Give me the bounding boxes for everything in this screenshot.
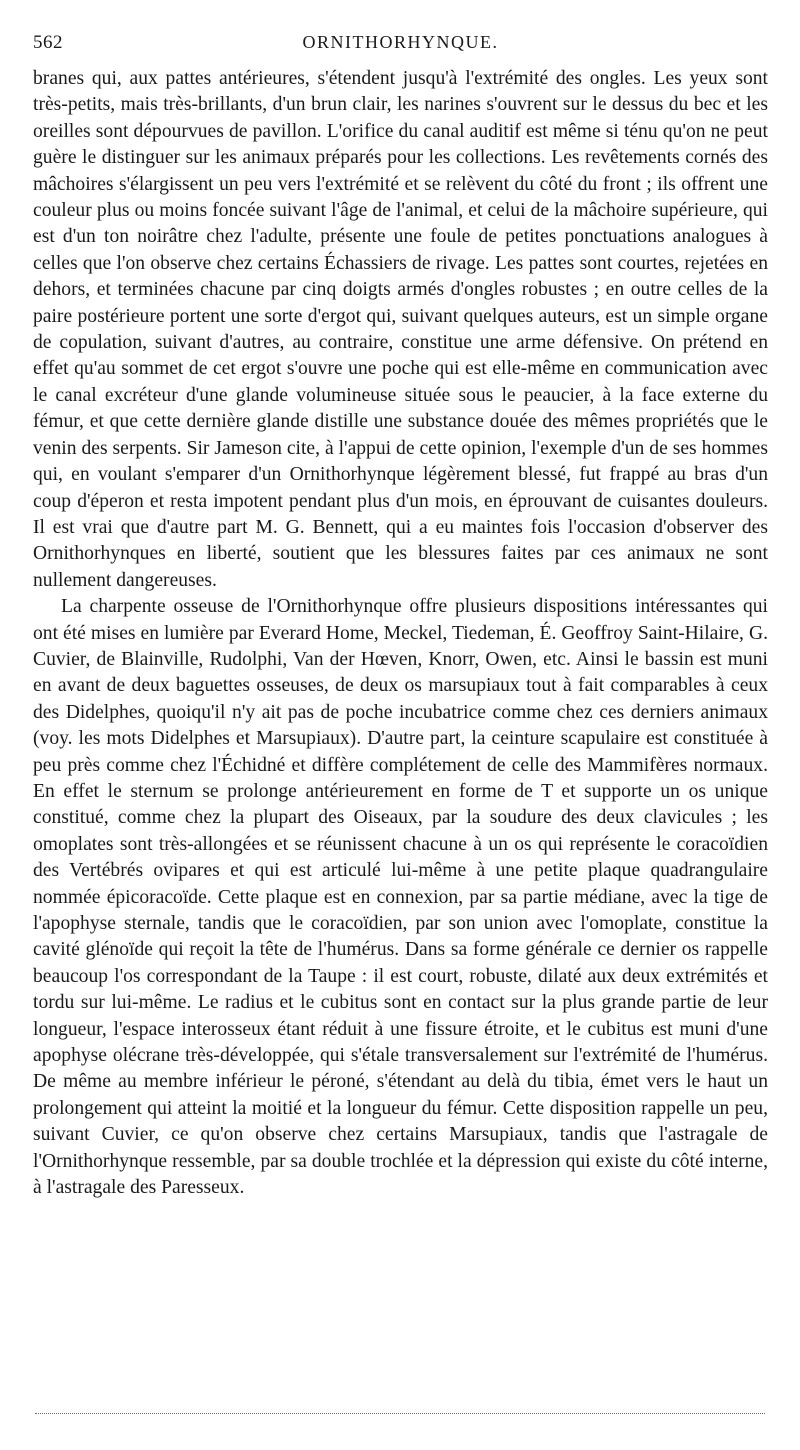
paragraph-continued: branes qui, aux pattes antérieures, s'étendent jusqu'à l'extrémité des ongles. Les yeux sont très-petits, mais très-brillants, d'un brun clair, les narines s'ouvrent sur le dessus du bec et les oreilles sont dépourvues de pavillon. L'orifice du canal auditif est même si ténu qu'on ne peut guère le distinguer sur les animaux préparés pour les collections. Les revêtements cornés des mâchoires s'élargissent un peu vers l'extrémité et se relèvent du côté du front ; ils offrent une couleur plus ou moins foncée suivant l'âge de l'animal, et celui de la mâchoire supérieure, qui est d'un ton noirâtre chez l'adulte, présente une foule de petites ponctuations analogues à celles que l'on observe chez certains Échassiers de rivage. Les pattes sont courtes, rejetées en dehors, et terminées chacune par cinq doigts armés d'ongles robustes ; en outre celles de la paire postérieure portent une sorte d'ergot qui, suivant quelques auteurs, est un simple organe de copulation, suivant d'autres, au contraire, constitue une arme défensive. On prétend en effet qu'au sommet de cet ergot s'ouvre une poche qui est elle-même en communication avec le canal excréteur d'une glande volumineuse située sous le peaucier, à la face externe du fémur, et que cette dernière glande distille une substance douée des mêmes propriétés que le venin des serpents. Sir Jameson cite, à l'appui de cette opinion, l'exemple d'un de ses hommes qui, en voulant s'emparer d'un Ornithorhynque légèrement blessé, fut frappé au bras d'un coup d'éperon et resta impotent pendant plus d'un mois, en éprouvant de cuisantes douleurs. Il est vrai que d'autre part M. G. Bennett, qui a eu maintes fois l'occasion d'observer des Ornithorhynques en liberté, soutient que les blessures faites par ces animaux ne sont nullement dangereuses. <box>33 68 768 591</box>
page-number: 562 <box>33 32 63 53</box>
paragraph-skeleton: La charpente osseuse de l'Ornithorhynque offre plusieurs dispositions intéressantes qui ont été mises en lumière par Everard Home, Meckel, Tiedeman, É. Geoffroy Saint-Hilaire, G. Cuvier, de Blainville, Rudolphi, Van der Hœven, Knorr, Owen, etc. Ainsi le bassin est muni en avant de deux baguettes osseuses, de deux os marsupiaux tout à fait comparables à ceux des Didelphes, quoiqu'il n'y ait pas de poche incubatrice comme chez ces derniers animaux (voy. les mots Didelphes et Marsupiaux). D'autre part, la ceinture scapulaire est constituée à peu près comme chez l'Échidné et diffère complétement de celle des Mammifères normaux. En effet le sternum se prolonge antérieurement en forme de T et supporte un os unique constitué, comme chez la plupart des Oiseaux, par la soudure des deux clavicules ; les omoplates sont très-allongées et se réunissent chacune à un os qui représente le coracoïdien des Vertébrés ovipares et qui est articulé lui-même à une petite plaque quadrangulaire nommée épicoracoïde. Cette plaque est en connexion, par sa partie médiane, avec la tige de l'apophyse sternale, tandis que le coracoïdien, par son union avec l'omoplate, constitue la cavité glénoïde qui reçoit la tête de l'humérus. Dans sa forme générale ce dernier os rappelle beaucoup l'os correspondant de la Taupe : il est court, robuste, dilaté aux deux extrémités et tordu sur lui-même. Le radius et le cubitus sont en contact sur la plus grande partie de leur longueur, l'espace interosseux étant réduit à une fissure étroite, et le cubitus est muni d'une apophyse olécrane très-développée, qui s'étale transversalement sur l'extrémité de l'humérus. De même au membre inférieur le péroné, s'étendant au delà du tibia, émet vers le haut un prolongement qui atteint la moitié et la longueur du fémur. Cette disposition rappelle un peu, suivant Cuvier, ce qu'on observe chez certains Marsupiaux, tandis que l'astragale de l'Ornithorhynque ressemble, par sa double trochlée et la dépression qui existe du côté interne, à l'astragale des Paresseux. <box>33 596 768 1199</box>
page-header <box>33 32 768 58</box>
running-title: ORNITHORHYNQUE. <box>302 32 499 52</box>
footer-rule <box>35 1413 765 1414</box>
body-text <box>33 66 768 1201</box>
